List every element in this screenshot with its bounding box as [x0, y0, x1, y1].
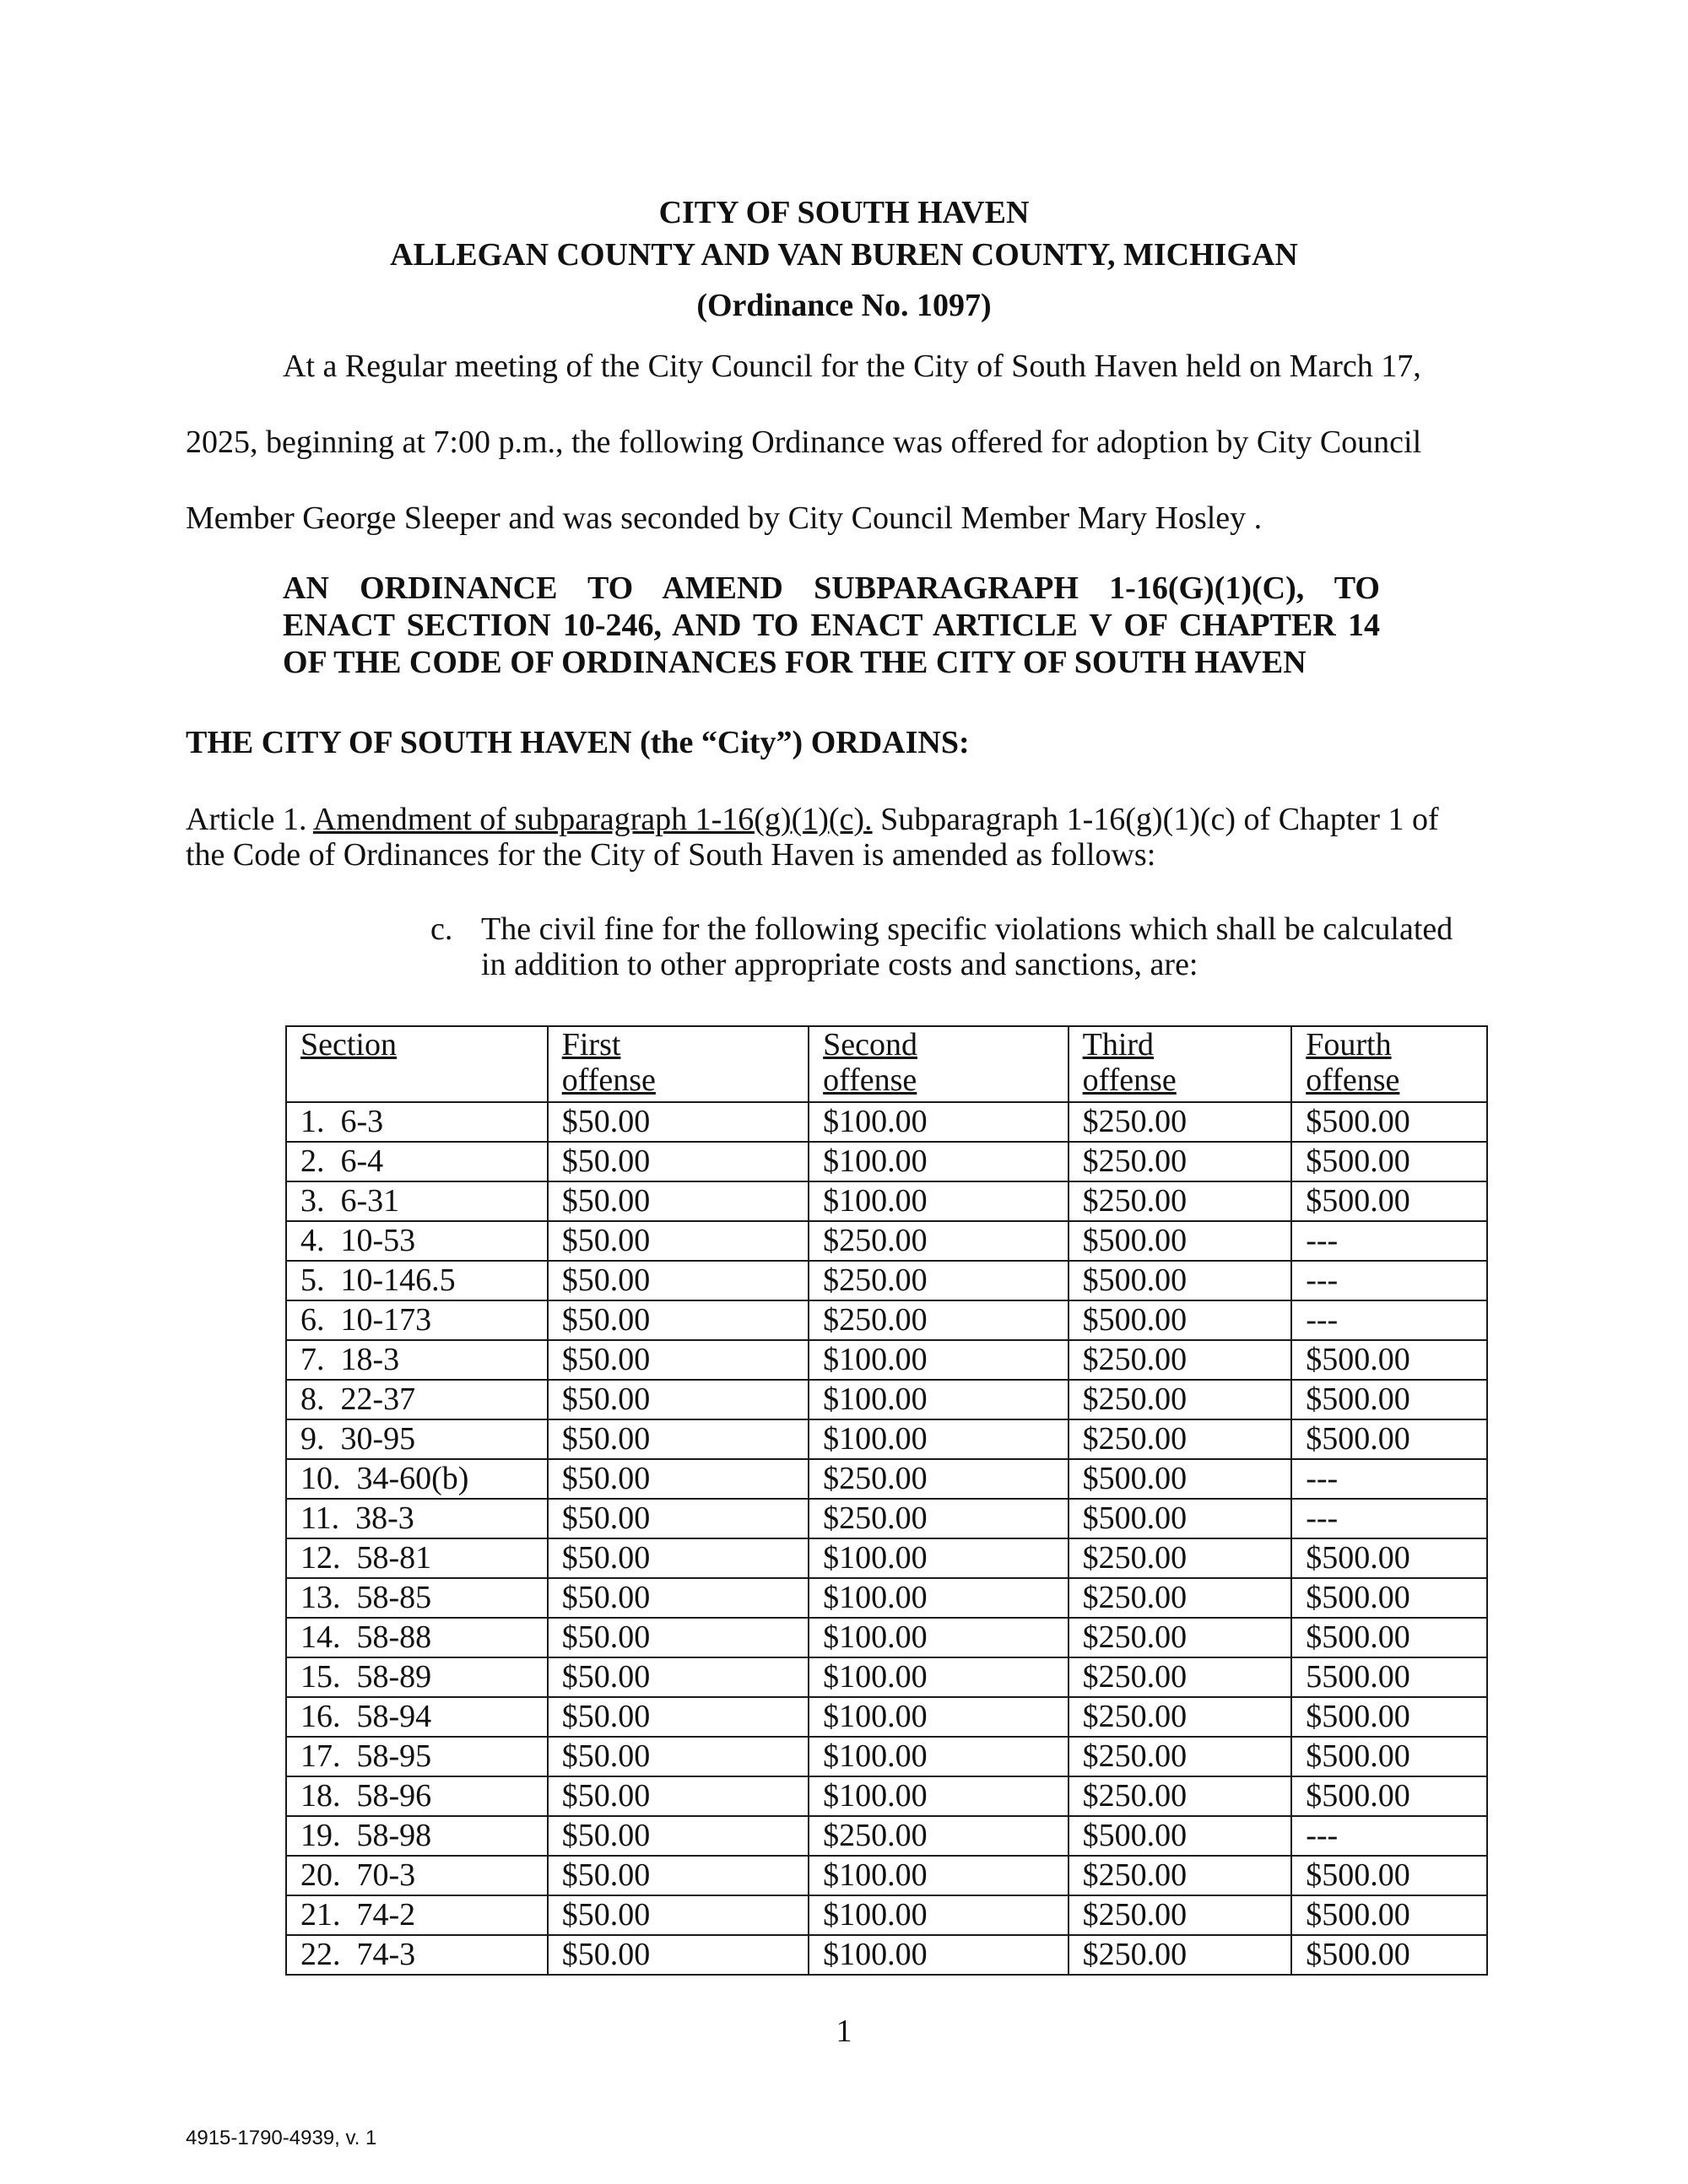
- cell-section: 13. 58-85: [286, 1578, 548, 1618]
- cell-third-offense: $500.00: [1069, 1221, 1292, 1261]
- table-row: [286, 1102, 1487, 1142]
- cell-first-offense: $50.00: [548, 1340, 809, 1380]
- cell-first-offense: $50.00: [548, 1181, 809, 1221]
- cell-fourth-offense: ---: [1291, 1261, 1487, 1300]
- cell-section: 2. 6-4: [286, 1142, 548, 1181]
- clause-letter: c.: [430, 911, 453, 947]
- cell-second-offense: $100.00: [809, 1578, 1068, 1618]
- ordinance-title: [283, 570, 1380, 681]
- table-header-row: [286, 1026, 1487, 1102]
- cell-fourth-offense: $500.00: [1291, 1102, 1487, 1142]
- county-title: ALLEGAN COUNTY AND VAN BUREN COUNTY, MICHIGAN: [390, 237, 1298, 273]
- cell-first-offense: $50.00: [548, 1856, 809, 1895]
- cell-section: 4. 10-53: [286, 1221, 548, 1261]
- cell-fourth-offense: $500.00: [1291, 1538, 1487, 1578]
- cell-third-offense: $500.00: [1069, 1459, 1292, 1499]
- cell-fourth-offense: $500.00: [1291, 1419, 1487, 1459]
- cell-section: 19. 58-98: [286, 1816, 548, 1856]
- cell-section: 1. 6-3: [286, 1102, 548, 1142]
- cell-section: 18. 58-96: [286, 1776, 548, 1816]
- cell-section: 12. 58-81: [286, 1538, 548, 1578]
- article-1-text: Subparagraph 1-16(g)(1)(c) of Chapter 1 of the Code of Ordinances for the City of South Haven is amended as follows:: [186, 802, 1439, 873]
- table-row: [286, 1935, 1487, 1975]
- table-row: [286, 1697, 1487, 1737]
- cell-section: 5. 10-146.5: [286, 1261, 548, 1300]
- cell-first-offense: $50.00: [548, 1578, 809, 1618]
- cell-first-offense: $50.00: [548, 1776, 809, 1816]
- ordinance-title-line-3: OF THE CODE OF ORDINANCES FOR THE CITY OF SOUTH HAVEN: [283, 645, 1307, 680]
- cell-third-offense: $500.00: [1069, 1300, 1292, 1340]
- cell-fourth-offense: ---: [1291, 1499, 1487, 1538]
- page-number: 1: [836, 2014, 852, 2049]
- column-header-first-offense: [548, 1026, 809, 1102]
- cell-third-offense: $250.00: [1069, 1737, 1292, 1776]
- document-id: 4915-1790-4939, v. 1: [186, 2127, 377, 2149]
- cell-fourth-offense: 5500.00: [1291, 1657, 1487, 1697]
- cell-section: 17. 58-95: [286, 1737, 548, 1776]
- cell-second-offense: $100.00: [809, 1776, 1068, 1816]
- table-body: [286, 1102, 1487, 1975]
- cell-first-offense: $50.00: [548, 1618, 809, 1657]
- table-row: [286, 1657, 1487, 1697]
- cell-second-offense: $100.00: [809, 1380, 1068, 1419]
- table-row: [286, 1737, 1487, 1776]
- clause-c: [430, 911, 1485, 982]
- cell-first-offense: $50.00: [548, 1419, 809, 1459]
- cell-third-offense: $500.00: [1069, 1499, 1292, 1538]
- column-header-line-2: offense: [561, 1062, 656, 1098]
- cell-section: 21. 74-2: [286, 1895, 548, 1935]
- cell-fourth-offense: $500.00: [1291, 1340, 1487, 1380]
- column-header-line-2: offense: [1306, 1062, 1400, 1098]
- cell-second-offense: $100.00: [809, 1102, 1068, 1142]
- cell-fourth-offense: $500.00: [1291, 1935, 1487, 1975]
- cell-fourth-offense: $500.00: [1291, 1142, 1487, 1181]
- table-row: [286, 1856, 1487, 1895]
- cell-third-offense: $250.00: [1069, 1538, 1292, 1578]
- column-header-line-1: First: [561, 1027, 621, 1062]
- column-header-second-offense: [809, 1026, 1068, 1102]
- cell-first-offense: $50.00: [548, 1380, 809, 1419]
- cell-first-offense: $50.00: [548, 1459, 809, 1499]
- cell-third-offense: $250.00: [1069, 1380, 1292, 1419]
- cell-first-offense: $50.00: [548, 1935, 809, 1975]
- cell-first-offense: $50.00: [548, 1102, 809, 1142]
- cell-second-offense: $100.00: [809, 1181, 1068, 1221]
- cell-third-offense: $250.00: [1069, 1776, 1292, 1816]
- cell-second-offense: $100.00: [809, 1419, 1068, 1459]
- cell-section: 6. 10-173: [286, 1300, 548, 1340]
- cell-third-offense: $250.00: [1069, 1657, 1292, 1697]
- intro-line-2: 2025, beginning at 7:00 p.m., the following Ordinance was offered for adoption by City Council: [186, 424, 1422, 460]
- cell-second-offense: $250.00: [809, 1300, 1068, 1340]
- cell-second-offense: $100.00: [809, 1340, 1068, 1380]
- cell-first-offense: $50.00: [548, 1221, 809, 1261]
- column-header-line-2: offense: [823, 1062, 917, 1098]
- cell-third-offense: $250.00: [1069, 1181, 1292, 1221]
- cell-third-offense: $250.00: [1069, 1618, 1292, 1657]
- cell-second-offense: $250.00: [809, 1499, 1068, 1538]
- cell-section: 16. 58-94: [286, 1697, 548, 1737]
- cell-first-offense: $50.00: [548, 1261, 809, 1300]
- cell-second-offense: $100.00: [809, 1657, 1068, 1697]
- article-1-paragraph: [186, 802, 1469, 873]
- cell-section: 15. 58-89: [286, 1657, 548, 1697]
- cell-fourth-offense: ---: [1291, 1459, 1487, 1499]
- cell-third-offense: $250.00: [1069, 1419, 1292, 1459]
- cell-first-offense: $50.00: [548, 1499, 809, 1538]
- table-row: [286, 1538, 1487, 1578]
- cell-first-offense: $50.00: [548, 1697, 809, 1737]
- city-title: CITY OF SOUTH HAVEN: [658, 195, 1030, 230]
- cell-first-offense: $50.00: [548, 1895, 809, 1935]
- cell-second-offense: $100.00: [809, 1935, 1068, 1975]
- column-header-line-1: Fourth: [1306, 1027, 1392, 1062]
- cell-fourth-offense: $500.00: [1291, 1895, 1487, 1935]
- cell-third-offense: $250.00: [1069, 1142, 1292, 1181]
- ordinance-title-line-1: AN ORDINANCE TO AMEND SUBPARAGRAPH 1-16(G)(1)(C), TO: [283, 570, 1380, 606]
- cell-second-offense: $100.00: [809, 1142, 1068, 1181]
- cell-third-offense: $250.00: [1069, 1340, 1292, 1380]
- cell-second-offense: $250.00: [809, 1221, 1068, 1261]
- article-1-heading: Amendment of subparagraph 1-16(g)(1)(c).: [312, 802, 873, 837]
- cell-second-offense: $100.00: [809, 1618, 1068, 1657]
- table-row: [286, 1816, 1487, 1856]
- table-row: [286, 1142, 1487, 1181]
- ordinance-title-line-2: ENACT SECTION 10-246, AND TO ENACT ARTICLE V OF CHAPTER 14: [283, 608, 1380, 643]
- column-header-line-1: Third: [1082, 1027, 1155, 1062]
- cell-third-offense: $250.00: [1069, 1102, 1292, 1142]
- cell-fourth-offense: $500.00: [1291, 1618, 1487, 1657]
- column-header-line-1: Section: [300, 1027, 397, 1062]
- ordains-heading: THE CITY OF SOUTH HAVEN (the “City”) ORDAINS:: [186, 725, 970, 760]
- cell-fourth-offense: $500.00: [1291, 1856, 1487, 1895]
- cell-section: 11. 38-3: [286, 1499, 548, 1538]
- cell-section: 7. 18-3: [286, 1340, 548, 1380]
- cell-third-offense: $250.00: [1069, 1697, 1292, 1737]
- cell-second-offense: $250.00: [809, 1261, 1068, 1300]
- cell-third-offense: $250.00: [1069, 1578, 1292, 1618]
- cell-section: 22. 74-3: [286, 1935, 548, 1975]
- table-row: [286, 1300, 1487, 1340]
- cell-fourth-offense: $500.00: [1291, 1737, 1487, 1776]
- cell-second-offense: $250.00: [809, 1816, 1068, 1856]
- intro-line-1: At a Regular meeting of the City Council for the City of South Haven held on March 17,: [283, 349, 1421, 384]
- table-row: [286, 1578, 1487, 1618]
- cell-section: 9. 30-95: [286, 1419, 548, 1459]
- cell-section: 20. 70-3: [286, 1856, 548, 1895]
- cell-second-offense: $100.00: [809, 1538, 1068, 1578]
- table-row: [286, 1499, 1487, 1538]
- column-header-line-2: offense: [1082, 1062, 1177, 1098]
- cell-section: 14. 58-88: [286, 1618, 548, 1657]
- table-row: [286, 1380, 1487, 1419]
- cell-fourth-offense: ---: [1291, 1816, 1487, 1856]
- cell-second-offense: $100.00: [809, 1895, 1068, 1935]
- column-header-section: [286, 1026, 548, 1102]
- ordinance-number: (Ordinance No. 1097): [696, 288, 992, 323]
- table-row: [286, 1459, 1487, 1499]
- cell-first-offense: $50.00: [548, 1657, 809, 1697]
- cell-section: 10. 34-60(b): [286, 1459, 548, 1499]
- cell-second-offense: $100.00: [809, 1737, 1068, 1776]
- cell-first-offense: $50.00: [548, 1142, 809, 1181]
- cell-third-offense: $250.00: [1069, 1895, 1292, 1935]
- cell-fourth-offense: $500.00: [1291, 1697, 1487, 1737]
- table-row: [286, 1221, 1487, 1261]
- cell-third-offense: $250.00: [1069, 1856, 1292, 1895]
- table-row: [286, 1618, 1487, 1657]
- table-row: [286, 1776, 1487, 1816]
- cell-fourth-offense: ---: [1291, 1221, 1487, 1261]
- cell-third-offense: $500.00: [1069, 1261, 1292, 1300]
- cell-second-offense: $100.00: [809, 1697, 1068, 1737]
- column-header-third-offense: [1069, 1026, 1292, 1102]
- table-row: [286, 1419, 1487, 1459]
- table-row: [286, 1340, 1487, 1380]
- table-row: [286, 1181, 1487, 1221]
- table-row: [286, 1261, 1487, 1300]
- cell-fourth-offense: $500.00: [1291, 1776, 1487, 1816]
- cell-first-offense: $50.00: [548, 1737, 809, 1776]
- cell-first-offense: $50.00: [548, 1816, 809, 1856]
- cell-third-offense: $250.00: [1069, 1935, 1292, 1975]
- cell-section: 8. 22-37: [286, 1380, 548, 1419]
- cell-fourth-offense: $500.00: [1291, 1578, 1487, 1618]
- column-header-line-1: Second: [823, 1027, 918, 1062]
- clause-text: The civil fine for the following specific violations which shall be calculated in addition to other appropriate costs and sanctions, are:: [481, 911, 1453, 982]
- cell-third-offense: $500.00: [1069, 1816, 1292, 1856]
- cell-fourth-offense: $500.00: [1291, 1380, 1487, 1419]
- cell-fourth-offense: ---: [1291, 1300, 1487, 1340]
- intro-line-3: Member George Sleeper and was seconded by City Council Member Mary Hosley .: [186, 500, 1263, 536]
- cell-fourth-offense: $500.00: [1291, 1181, 1487, 1221]
- cell-section: 3. 6-31: [286, 1181, 548, 1221]
- article-1-label: Article 1.: [186, 802, 313, 837]
- cell-second-offense: $100.00: [809, 1856, 1068, 1895]
- cell-second-offense: $250.00: [809, 1459, 1068, 1499]
- table-row: [286, 1895, 1487, 1935]
- civil-fine-table: [285, 1025, 1488, 1976]
- column-header-fourth-offense: [1291, 1026, 1487, 1102]
- cell-first-offense: $50.00: [548, 1300, 809, 1340]
- cell-first-offense: $50.00: [548, 1538, 809, 1578]
